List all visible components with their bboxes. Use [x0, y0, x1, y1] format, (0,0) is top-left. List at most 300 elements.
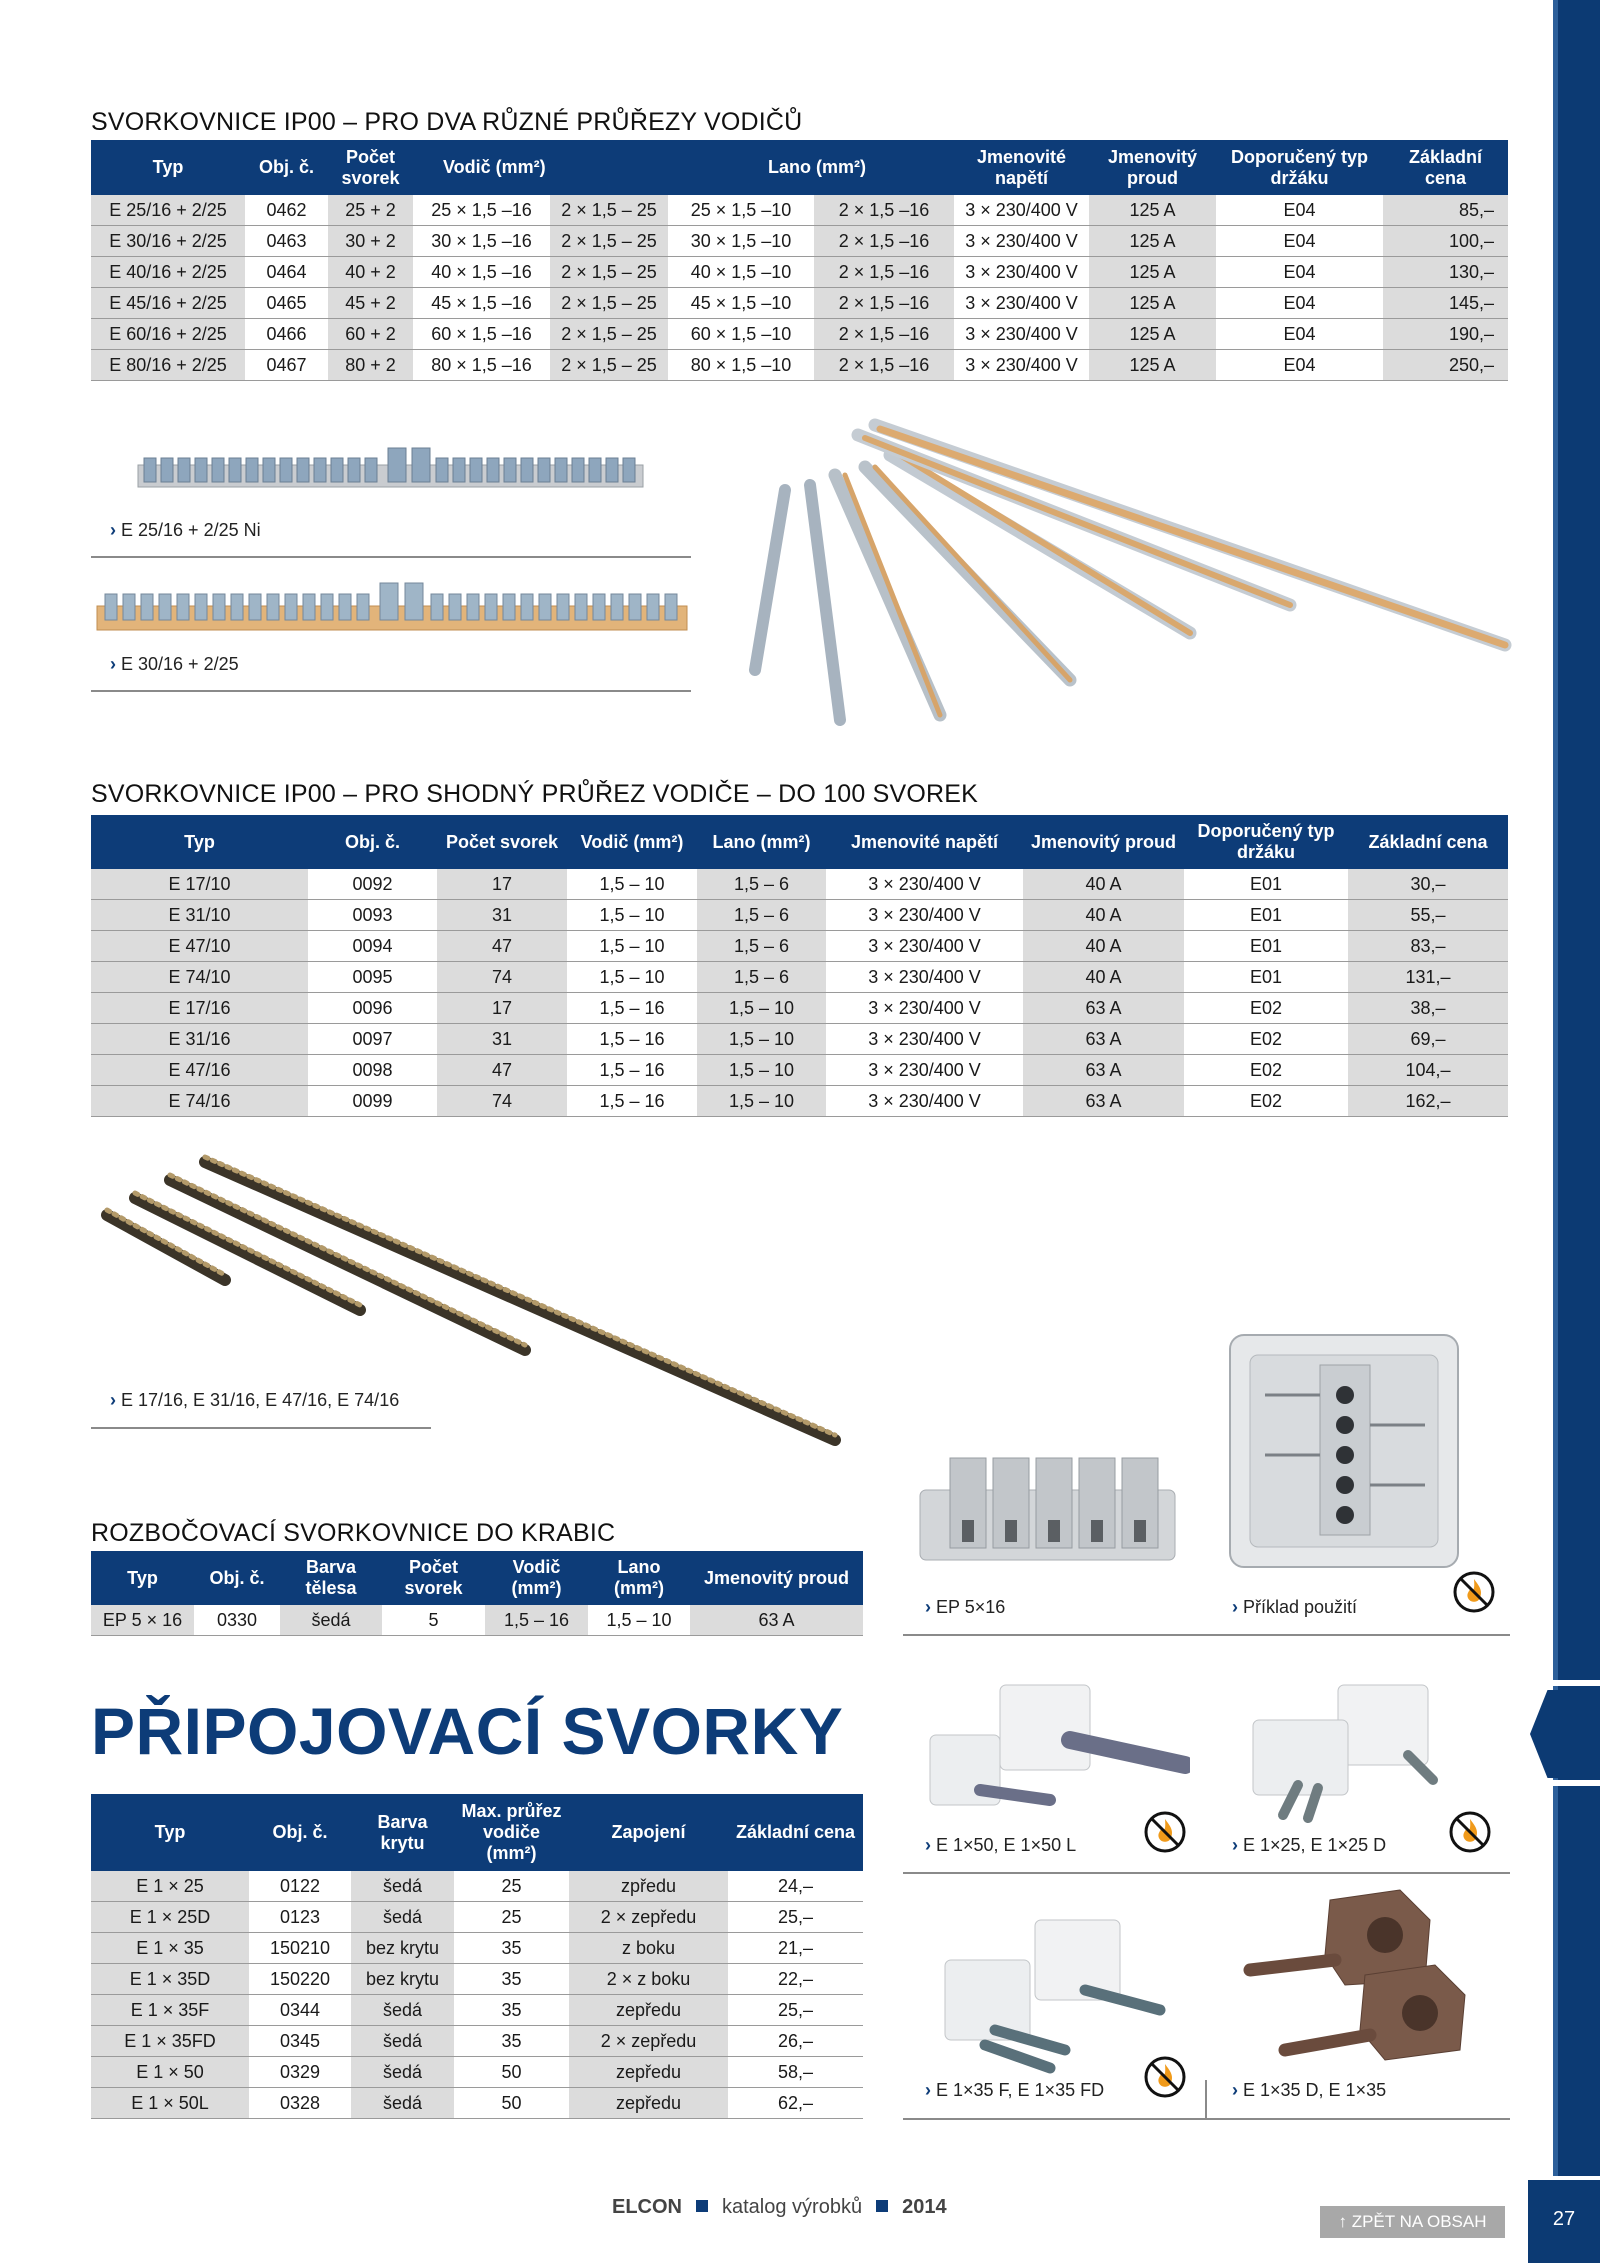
caption-divider	[91, 1427, 431, 1429]
col-header-cena: Základní cena	[1348, 815, 1508, 869]
table-cell: 1,5 – 10	[697, 1055, 826, 1086]
table-cell: 125 A	[1089, 350, 1216, 381]
table-row	[91, 1605, 863, 1636]
side-strip-gap	[1553, 1780, 1600, 1786]
table-cell: 250,–	[1383, 350, 1508, 381]
table-cell: EP 5 × 16	[91, 1605, 194, 1636]
table-cell: zepředu	[569, 2088, 728, 2119]
table-cell: 30,–	[1348, 869, 1508, 900]
table-cell: 0467	[245, 350, 328, 381]
table-cell: 80 + 2	[328, 350, 413, 381]
table-cell: 190,–	[1383, 319, 1508, 350]
table-cell: 0328	[249, 2088, 351, 2119]
col-header-proud: Jmenovitý proud	[690, 1551, 863, 1605]
table-cell: 40 A	[1023, 900, 1184, 931]
table-cell: 125 A	[1089, 288, 1216, 319]
col-header-typ: Typ	[91, 140, 245, 195]
table-cell: 150220	[249, 1964, 351, 1995]
table-cell: 1,5 – 10	[567, 869, 697, 900]
table-cell: 35	[454, 1933, 569, 1964]
table-cell: 3 × 230/400 V	[954, 226, 1089, 257]
footer-year: 2014	[902, 2196, 947, 2218]
table-cell: E04	[1216, 350, 1383, 381]
table-cell: 0098	[308, 1055, 437, 1086]
side-strip-highlight	[1553, 0, 1558, 2263]
table-cell: šedá	[351, 2057, 454, 2088]
col-header-drzak: Doporučený typ držáku	[1216, 140, 1383, 195]
table-cell: 35	[454, 2026, 569, 2057]
table-cell: 3 × 230/400 V	[826, 869, 1023, 900]
table-cell: 130,–	[1383, 257, 1508, 288]
table-cell: 0123	[249, 1902, 351, 1933]
table-cell: 125 A	[1089, 195, 1216, 226]
table-cell: E 1 × 35D	[91, 1964, 249, 1995]
table-cell: 2 × 1,5 – 25	[550, 226, 668, 257]
col-header-prurez: Max. průřez vodiče (mm²)	[454, 1794, 569, 1871]
table-cell: 1,5 – 6	[697, 931, 826, 962]
table-cell: E 47/10	[91, 931, 308, 962]
e1x35f-terminal-image	[925, 1910, 1175, 2075]
table-cell: E 74/16	[91, 1086, 308, 1117]
back-to-contents-button[interactable]: ↑ ZPĚT NA OBSAH	[1320, 2206, 1505, 2238]
table-cell: E01	[1184, 900, 1348, 931]
table-cell: E02	[1184, 1055, 1348, 1086]
table-cell: 3 × 230/400 V	[826, 900, 1023, 931]
col-header-pocet: Počet svorek	[328, 140, 413, 195]
table-row	[91, 1086, 1508, 1117]
table-cell: E 1 × 25D	[91, 1902, 249, 1933]
table-cell: E 17/16	[91, 993, 308, 1024]
chevron-right-icon: ›	[110, 520, 116, 540]
table-cell: šedá	[351, 1871, 454, 1902]
section-title-same-cross-section: SVORKOVNICE IP00 – PRO SHODNÝ PRŮŘEZ VODIČE – DO 100 SVOREK	[91, 780, 979, 808]
no-flame-icon	[1143, 1810, 1187, 1854]
caption-e1x35f: › E 1×35 F, E 1×35 FD	[925, 2080, 1105, 2100]
table-cell: 5	[382, 1605, 485, 1636]
table-row	[91, 2057, 863, 2088]
table-cell: 0093	[308, 900, 437, 931]
table-cell: 62,–	[728, 2088, 863, 2119]
table-cell: E 1 × 25	[91, 1871, 249, 1902]
table-row	[91, 993, 1508, 1024]
col-header-zapojeni: Zapojení	[569, 1794, 728, 1871]
no-flame-icon	[1143, 2055, 1187, 2099]
table-row	[91, 900, 1508, 931]
col-header-lano: Lano (mm²)	[697, 815, 826, 869]
caption-ep5x16: › EP 5×16	[925, 1597, 1006, 1617]
col-header-napeti: Jmenovité napětí	[826, 815, 1023, 869]
caption-divider	[903, 1634, 1510, 1636]
table-cell: 1,5 – 10	[697, 1024, 826, 1055]
caption-divider	[91, 556, 691, 558]
table-cell: 17	[437, 993, 567, 1024]
table-cell: E 45/16 + 2/25	[91, 288, 245, 319]
junction-box-image	[1225, 1325, 1465, 1575]
table-cell: 3 × 230/400 V	[826, 1055, 1023, 1086]
table-cell: 1,5 – 16	[567, 1024, 697, 1055]
table-cell: 26,–	[728, 2026, 863, 2057]
table-cell: 2 × 1,5 –16	[814, 319, 954, 350]
table-cell: 3 × 230/400 V	[826, 993, 1023, 1024]
table-cell: 45 + 2	[328, 288, 413, 319]
table-cell: šedá	[351, 1902, 454, 1933]
table-cell: 85,–	[1383, 195, 1508, 226]
e1x50-terminal-image	[920, 1680, 1190, 1825]
table-cell: E 1 × 35FD	[91, 2026, 249, 2057]
ep5x16-terminal-image	[915, 1450, 1180, 1575]
table-cell: 25 × 1,5 –10	[668, 195, 814, 226]
table-cell: 0122	[249, 1871, 351, 1902]
col-header-vodic: Vodič (mm²)	[567, 815, 697, 869]
table-cell: 30 + 2	[328, 226, 413, 257]
footer-catalog: katalog výrobků	[722, 2196, 863, 2218]
table-cell: 35	[454, 1995, 569, 2026]
col-header-typ: Typ	[91, 1794, 249, 1871]
col-header-proud: Jmenovitý proud	[1023, 815, 1184, 869]
terminal-strips-group-image	[740, 415, 1520, 745]
table-row	[91, 1871, 863, 1902]
table-row	[91, 2026, 863, 2057]
table-cell: 63 A	[1023, 1086, 1184, 1117]
table-cell: 1,5 – 16	[567, 1055, 697, 1086]
caption-divider	[903, 1872, 1510, 1874]
square-bullet-icon	[876, 2200, 888, 2212]
table-cell: 2 × 1,5 – 25	[550, 288, 668, 319]
table-cell: 0465	[245, 288, 328, 319]
table-cell: 150210	[249, 1933, 351, 1964]
table-cell: 2 × z boku	[569, 1964, 728, 1995]
table-cell: E02	[1184, 1024, 1348, 1055]
table-cell: E04	[1216, 319, 1383, 350]
side-strip-gap	[1553, 1680, 1600, 1686]
table-row	[91, 195, 1508, 226]
table-cell: šedá	[351, 1995, 454, 2026]
table-cell: E01	[1184, 869, 1348, 900]
table-cell: 2 × 1,5 –16	[814, 288, 954, 319]
table-cell: 3 × 230/400 V	[954, 350, 1089, 381]
col-header-barva: Barva krytu	[351, 1794, 454, 1871]
caption-example-usage: › Příklad použití	[1232, 1597, 1358, 1617]
table-cell: 30 × 1,5 –10	[668, 226, 814, 257]
table-cell: 25,–	[728, 1902, 863, 1933]
table-row	[91, 1995, 863, 2026]
col-header-cena: Základní cena	[728, 1794, 863, 1871]
table-cell: 1,5 – 10	[697, 993, 826, 1024]
table-cell: 25,–	[728, 1995, 863, 2026]
table-cell: 30 × 1,5 –16	[413, 226, 550, 257]
table-cell: 0095	[308, 962, 437, 993]
side-strip	[1553, 0, 1600, 2263]
square-bullet-icon	[696, 2200, 708, 2212]
table-row	[91, 1964, 863, 1995]
chevron-right-icon: ›	[925, 1835, 931, 1855]
chevron-right-icon: ›	[1232, 1597, 1238, 1617]
table-cell: 0463	[245, 226, 328, 257]
table-cell: 0096	[308, 993, 437, 1024]
table-cell: 25 + 2	[328, 195, 413, 226]
table-cell: E04	[1216, 195, 1383, 226]
col-header-vodic: Vodič (mm²)	[485, 1551, 588, 1605]
table-row	[91, 319, 1508, 350]
table-cell: 0344	[249, 1995, 351, 2026]
table-same-cross-section	[91, 815, 1508, 1117]
chevron-right-icon: ›	[925, 2080, 931, 2100]
footer-company: ELCON	[612, 2196, 682, 2218]
table-cell: 74	[437, 962, 567, 993]
table-cell: zepředu	[569, 1995, 728, 2026]
table-row	[91, 350, 1508, 381]
table-cell: 50	[454, 2088, 569, 2119]
table-cell: E 1 × 35F	[91, 1995, 249, 2026]
table-cell: zepředu	[569, 2057, 728, 2088]
table-row	[91, 1933, 863, 1964]
table-cell: 17	[437, 869, 567, 900]
col-header-drzak: Doporučený typ držáku	[1184, 815, 1348, 869]
table-cell: 3 × 230/400 V	[954, 319, 1089, 350]
table-cell: 25 × 1,5 –16	[413, 195, 550, 226]
col-header-pocet: Počet svorek	[437, 815, 567, 869]
table-cell: E02	[1184, 1086, 1348, 1117]
table-cell: 60 × 1,5 –10	[668, 319, 814, 350]
table-cell: šedá	[351, 2088, 454, 2119]
e1x35d-terminal-image	[1235, 1885, 1475, 2070]
table-cell: 50	[454, 2057, 569, 2088]
table-cell: 0094	[308, 931, 437, 962]
table-cell: 1,5 – 10	[588, 1605, 690, 1636]
table-cell: 131,–	[1348, 962, 1508, 993]
table-cell: 31	[437, 1024, 567, 1055]
caption-e1x25: › E 1×25, E 1×25 D	[1232, 1835, 1387, 1855]
table-cell: 0462	[245, 195, 328, 226]
table-cell: 47	[437, 931, 567, 962]
table-cell: 1,5 – 10	[567, 962, 697, 993]
table-cell: 1,5 – 16	[567, 993, 697, 1024]
table-cell: 1,5 – 16	[485, 1605, 588, 1636]
table-cell: 60 × 1,5 –16	[413, 319, 550, 350]
table-cell: 1,5 – 10	[567, 931, 697, 962]
table-connection-terminals	[91, 1794, 863, 2119]
chevron-right-icon: ›	[1232, 1835, 1238, 1855]
table-cell: E 1 × 35	[91, 1933, 249, 1964]
table-cell: 0330	[194, 1605, 280, 1636]
table-cell: E 74/10	[91, 962, 308, 993]
caption-e17-e74: › E 17/16, E 31/16, E 47/16, E 74/16	[110, 1390, 400, 1410]
chevron-right-icon: ›	[925, 1597, 931, 1617]
table-cell: zpředu	[569, 1871, 728, 1902]
caption-divider	[903, 2118, 1510, 2120]
table-cell: 69,–	[1348, 1024, 1508, 1055]
table-cell: 125 A	[1089, 257, 1216, 288]
table-cell: 80 × 1,5 –10	[668, 350, 814, 381]
col-header-obj: Obj. č.	[194, 1551, 280, 1605]
table-cell: 45 × 1,5 –10	[668, 288, 814, 319]
table-cell: šedá	[280, 1605, 382, 1636]
col-header-lano: Lano (mm²)	[668, 140, 954, 195]
col-header-typ: Typ	[91, 1551, 194, 1605]
no-flame-icon	[1448, 1810, 1492, 1854]
table-cell: z boku	[569, 1933, 728, 1964]
table-cell: E 80/16 + 2/25	[91, 350, 245, 381]
table-cell: 24,–	[728, 1871, 863, 1902]
col-header-obj: Obj. č.	[308, 815, 437, 869]
table-cell: 22,–	[728, 1964, 863, 1995]
table-row	[91, 869, 1508, 900]
table-cell: 31	[437, 900, 567, 931]
table-cell: 58,–	[728, 2057, 863, 2088]
table-cell: E 1 × 50L	[91, 2088, 249, 2119]
caption-divider	[91, 690, 691, 692]
table-cell: 2 × 1,5 –16	[814, 350, 954, 381]
caption-e30: › E 30/16 + 2/25	[110, 654, 239, 674]
table-cell: E 60/16 + 2/25	[91, 319, 245, 350]
terminal-strip-brass-image	[95, 578, 690, 643]
table-two-cross-sections	[91, 140, 1508, 381]
section-title-two-cross-sections: SVORKOVNICE IP00 – PRO DVA RŮZNÉ PRŮŘEZY VODIČŮ	[91, 108, 803, 136]
table-cell: 40 A	[1023, 931, 1184, 962]
table-cell: 40 × 1,5 –16	[413, 257, 550, 288]
table-cell: 1,5 – 10	[567, 900, 697, 931]
col-header-proud: Jmenovitý proud	[1089, 140, 1216, 195]
table-cell: 60 + 2	[328, 319, 413, 350]
table-cell: 125 A	[1089, 319, 1216, 350]
table-cell: 83,–	[1348, 931, 1508, 962]
table-cell: 104,–	[1348, 1055, 1508, 1086]
table-cell: 3 × 230/400 V	[826, 1024, 1023, 1055]
table-cell: 162,–	[1348, 1086, 1508, 1117]
table-cell: 40 × 1,5 –10	[668, 257, 814, 288]
table-cell: 63 A	[690, 1605, 863, 1636]
table-cell: 63 A	[1023, 1055, 1184, 1086]
table-cell: E 31/16	[91, 1024, 308, 1055]
table-cell: E04	[1216, 257, 1383, 288]
table-cell: 63 A	[1023, 1024, 1184, 1055]
table-cell: 3 × 230/400 V	[954, 257, 1089, 288]
table-cell: 3 × 230/400 V	[826, 931, 1023, 962]
col-header-obj: Obj. č.	[249, 1794, 351, 1871]
chapter-tab[interactable]	[1530, 1690, 1600, 1778]
table-row	[91, 1902, 863, 1933]
e1x25-terminal-image	[1238, 1680, 1478, 1825]
table-cell: E01	[1184, 931, 1348, 962]
table-row	[91, 962, 1508, 993]
table-cell: E 47/16	[91, 1055, 308, 1086]
table-cell: E 17/10	[91, 869, 308, 900]
table-cell: 2 × zepředu	[569, 2026, 728, 2057]
table-cell: 47	[437, 1055, 567, 1086]
caption-e1x50: › E 1×50, E 1×50 L	[925, 1835, 1077, 1855]
table-cell: 2 × 1,5 –16	[814, 226, 954, 257]
table-cell: 0466	[245, 319, 328, 350]
table-cell: bez krytu	[351, 1964, 454, 1995]
table-cell: 1,5 – 6	[697, 900, 826, 931]
table-row	[91, 226, 1508, 257]
table-cell: 80 × 1,5 –16	[413, 350, 550, 381]
table-branch-terminal	[91, 1551, 863, 1636]
col-header-lano: Lano (mm²)	[588, 1551, 690, 1605]
table-cell: 25	[454, 1902, 569, 1933]
table-cell: 0097	[308, 1024, 437, 1055]
table-cell: 145,–	[1383, 288, 1508, 319]
table-cell: 3 × 230/400 V	[954, 195, 1089, 226]
col-header-vodic: Vodič (mm²)	[413, 140, 668, 195]
caption-e1x35d: › E 1×35 D, E 1×35	[1232, 2080, 1387, 2100]
table-cell: 1,5 – 6	[697, 962, 826, 993]
chevron-right-icon: ›	[110, 654, 116, 674]
table-cell: 40 + 2	[328, 257, 413, 288]
col-header-pocet: Počet svorek	[382, 1551, 485, 1605]
no-flame-icon	[1452, 1570, 1496, 1614]
section-title-branch-terminal: ROZBOČOVACÍ SVORKOVNICE DO KRABIC	[91, 1519, 616, 1547]
table-cell: 35	[454, 1964, 569, 1995]
footer-brand	[612, 2196, 947, 2219]
table-cell: 0099	[308, 1086, 437, 1117]
table-cell: 125 A	[1089, 226, 1216, 257]
page-heading: PŘIPOJOVACÍ SVORKY	[91, 1694, 844, 1768]
table-cell: 3 × 230/400 V	[826, 962, 1023, 993]
table-cell: 0329	[249, 2057, 351, 2088]
table-cell: 0464	[245, 257, 328, 288]
table-cell: bez krytu	[351, 1933, 454, 1964]
table-cell: E 1 × 50	[91, 2057, 249, 2088]
table-cell: 45 × 1,5 –16	[413, 288, 550, 319]
table-cell: 63 A	[1023, 993, 1184, 1024]
table-row	[91, 288, 1508, 319]
chevron-right-icon: ›	[1232, 2080, 1238, 2100]
table-cell: 100,–	[1383, 226, 1508, 257]
table-cell: 40 A	[1023, 869, 1184, 900]
table-cell: 21,–	[728, 1933, 863, 1964]
table-cell: E 31/10	[91, 900, 308, 931]
table-cell: E 25/16 + 2/25	[91, 195, 245, 226]
table-row	[91, 2088, 863, 2119]
terminal-strip-nickel-image	[130, 440, 650, 505]
table-cell: šedá	[351, 2026, 454, 2057]
table-cell: 3 × 230/400 V	[954, 288, 1089, 319]
table-cell: E04	[1216, 288, 1383, 319]
table-cell: E04	[1216, 226, 1383, 257]
table-cell: 0092	[308, 869, 437, 900]
caption-vertical-divider	[1205, 2080, 1207, 2120]
table-cell: 74	[437, 1086, 567, 1117]
table-cell: 1,5 – 6	[697, 869, 826, 900]
table-cell: 38,–	[1348, 993, 1508, 1024]
col-header-obj: Obj. č.	[245, 140, 328, 195]
table-row	[91, 931, 1508, 962]
table-cell: 2 × 1,5 – 25	[550, 257, 668, 288]
table-row	[91, 1055, 1508, 1086]
table-cell: E02	[1184, 993, 1348, 1024]
table-cell: 0345	[249, 2026, 351, 2057]
col-header-barva: Barva tělesa	[280, 1551, 382, 1605]
table-cell: 1,5 – 16	[567, 1086, 697, 1117]
table-cell: 55,–	[1348, 900, 1508, 931]
table-cell: E 40/16 + 2/25	[91, 257, 245, 288]
col-header-napeti: Jmenovité napětí	[954, 140, 1089, 195]
page-number: 27	[1552, 2208, 1576, 2230]
col-header-cena: Základní cena	[1383, 140, 1508, 195]
table-cell: E01	[1184, 962, 1348, 993]
caption-e25-ni: › E 25/16 + 2/25 Ni	[110, 520, 261, 540]
table-row	[91, 257, 1508, 288]
table-cell: E 30/16 + 2/25	[91, 226, 245, 257]
table-cell: 2 × zepředu	[569, 1902, 728, 1933]
chevron-right-icon: ›	[110, 1390, 116, 1410]
table-cell: 2 × 1,5 – 25	[550, 195, 668, 226]
table-cell: 25	[454, 1871, 569, 1902]
table-cell: 2 × 1,5 –16	[814, 195, 954, 226]
col-header-typ: Typ	[91, 815, 308, 869]
table-cell: 3 × 230/400 V	[826, 1086, 1023, 1117]
